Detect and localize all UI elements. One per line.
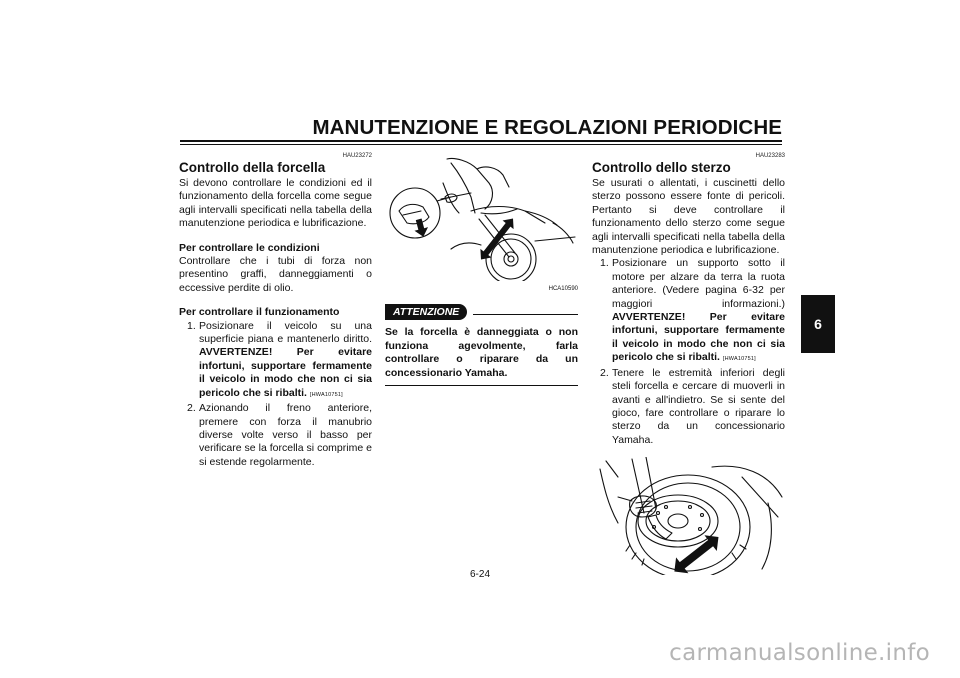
steering-steps	[592, 257, 785, 447]
warning-code: [HWA10751]	[309, 391, 343, 398]
header-rule-thin	[180, 144, 782, 145]
condition-heading: Per controllare le condizioni	[179, 241, 320, 254]
step-text: Posizionare il veicolo su una superficie piana e mantenerlo diritto.	[199, 319, 372, 346]
fork-section	[179, 153, 372, 469]
condition-text: Controllare che i tubi di forza non presentino graffi, danneggiamenti o eccessive perdite di olio.	[179, 255, 372, 294]
list-item	[179, 402, 372, 469]
steering-section-title: Controllo dello sterzo	[592, 160, 731, 175]
warning-code: [HWA10751]	[722, 356, 756, 363]
fork-section-title: Controllo della forcella	[179, 160, 326, 175]
figure-code: HCA10590	[548, 286, 578, 292]
fork-steps	[179, 320, 372, 469]
caution-label: ATTENZIONE	[385, 304, 467, 320]
chapter-tab[interactable]: 6	[801, 295, 835, 353]
list-item	[179, 320, 372, 402]
step-number: 2.	[600, 366, 609, 379]
step-number: 2.	[187, 402, 196, 415]
header-rule	[180, 140, 782, 142]
step-warning: AVVERTENZE! Per evitare infortuni, supportare fermamente il veicolo in modo che non ci sia pericolo che si ribalti.	[612, 311, 785, 364]
section-code: HAU23272	[342, 153, 372, 159]
function-heading: Per controllare il funzionamento	[179, 306, 340, 319]
fork-check-illustration	[385, 153, 578, 281]
list-item	[592, 257, 785, 366]
list-item	[592, 367, 785, 447]
caution-banner	[385, 304, 578, 320]
caution-rule	[473, 314, 578, 315]
step-warning: AVVERTENZE! Per evitare infortuni, supportare fermamente il veicolo in modo che non ci sia pericolo che si ribalti.	[199, 346, 372, 399]
step-text: Tenere le estremità inferiori degli steli forcella e cercare di muoverli in avanti e all'indietro. Se si sente del gioco, fare controllare o riparare lo sterzo da un concessionario Yamaha.	[612, 366, 785, 446]
step-text: Posizionare un supporto sotto il motore per alzare da terra la ruota anteriore. (Vedere pagina 6-32 per maggiori informazioni.)	[612, 257, 785, 310]
steering-intro: Se usurati o allentati, i cuscinetti dello sterzo possono essere fonte di pericoli. Pertanto si deve controllare il funzionamento dello sterzo come segue agli intervalli specificati nella tabella della manutenzione periodica e lubrificazione.	[592, 177, 785, 257]
steering-check-illustration	[592, 457, 785, 575]
section-code: HAU23283	[755, 153, 785, 159]
step-number: 1.	[600, 257, 609, 270]
fork-intro: Si devono controllare le condizioni ed il funzionamento della forcella come segue agli intervalli specificati nella tabella della manutenzione periodica e lubrificazione.	[179, 177, 372, 230]
step-text: Azionando il freno anteriore, premere con forza il manubrio diverse volte verso il basso per verificare se la forcella si comprime e si estende regolarmente.	[199, 402, 372, 468]
step-number: 1.	[187, 319, 196, 332]
page-number: 6-24	[469, 569, 490, 580]
fork-figure-column	[385, 153, 578, 386]
caution-text: Se la forcella è danneggiata o non funziona agevolmente, farla controllare o riparare da un concessionario Yamaha.	[385, 326, 578, 379]
caution-end-rule	[385, 385, 578, 386]
watermark: carmanualsonline.info	[669, 640, 930, 666]
steering-section	[592, 153, 785, 575]
page-header-title: MANUTENZIONE E REGOLAZIONI PERIODICHE	[312, 116, 782, 139]
